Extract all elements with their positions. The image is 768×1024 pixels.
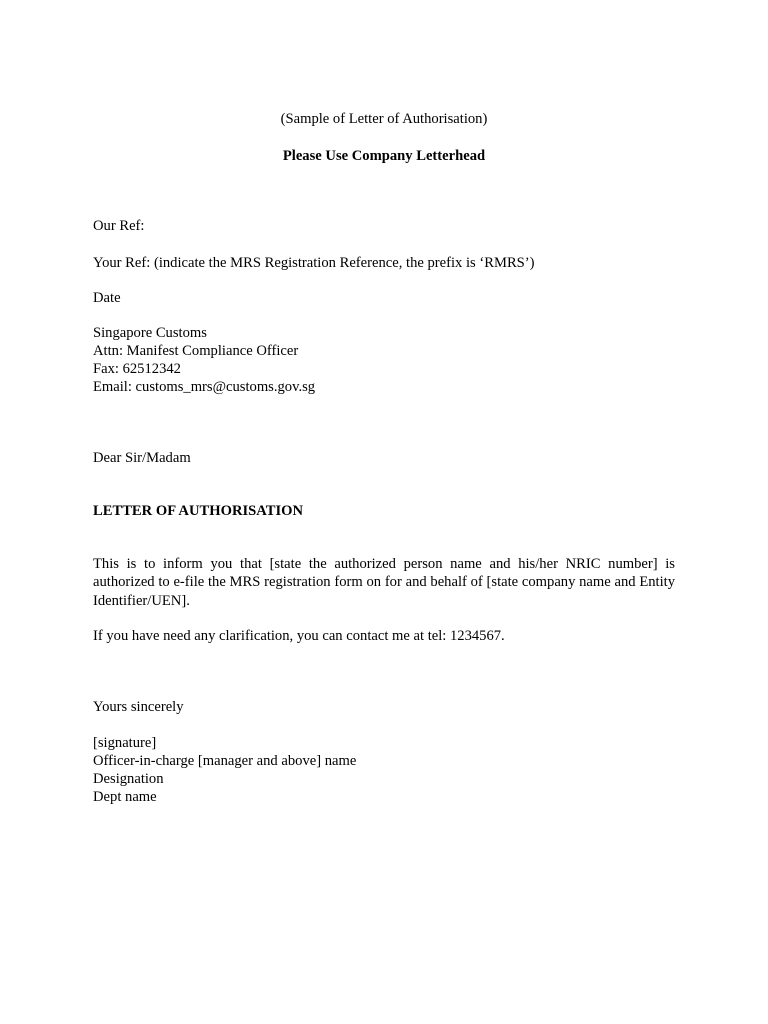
recipient-attention: Attn: Manifest Compliance Officer: [93, 343, 299, 359]
subject-heading: LETTER OF AUTHORISATION: [93, 503, 304, 519]
sample-title: (Sample of Letter of Authorisation): [280, 111, 488, 127]
body-paragraph-2: If you have need any clarification, you can contact me at tel: 1234567.: [93, 628, 505, 644]
officer-name: Officer-in-charge [manager and above] name: [93, 753, 357, 769]
body-paragraph-1: This is to inform you that [state the authorized person name and his/her NRIC number] is authorized to e-file the MRS registration form on for and behalf of [state company name and Entity Identifier/UEN].: [93, 556, 675, 609]
designation: Designation: [93, 771, 164, 787]
your-ref: Your Ref: (indicate the MRS Registration Reference, the prefix is ‘RMRS’): [93, 255, 535, 271]
valediction: Yours sincerely: [93, 699, 184, 715]
date-line: Date: [93, 290, 121, 306]
recipient-email: Email: customs_mrs@customs.gov.sg: [93, 379, 316, 395]
signature-placeholder: [signature]: [93, 735, 157, 751]
letterhead-note: Please Use Company Letterhead: [282, 148, 486, 164]
salutation: Dear Sir/Madam: [93, 450, 191, 466]
recipient-fax: Fax: 62512342: [93, 361, 181, 377]
department-name: Dept name: [93, 789, 157, 805]
our-ref: Our Ref:: [93, 218, 145, 234]
recipient-organisation: Singapore Customs: [93, 325, 207, 341]
